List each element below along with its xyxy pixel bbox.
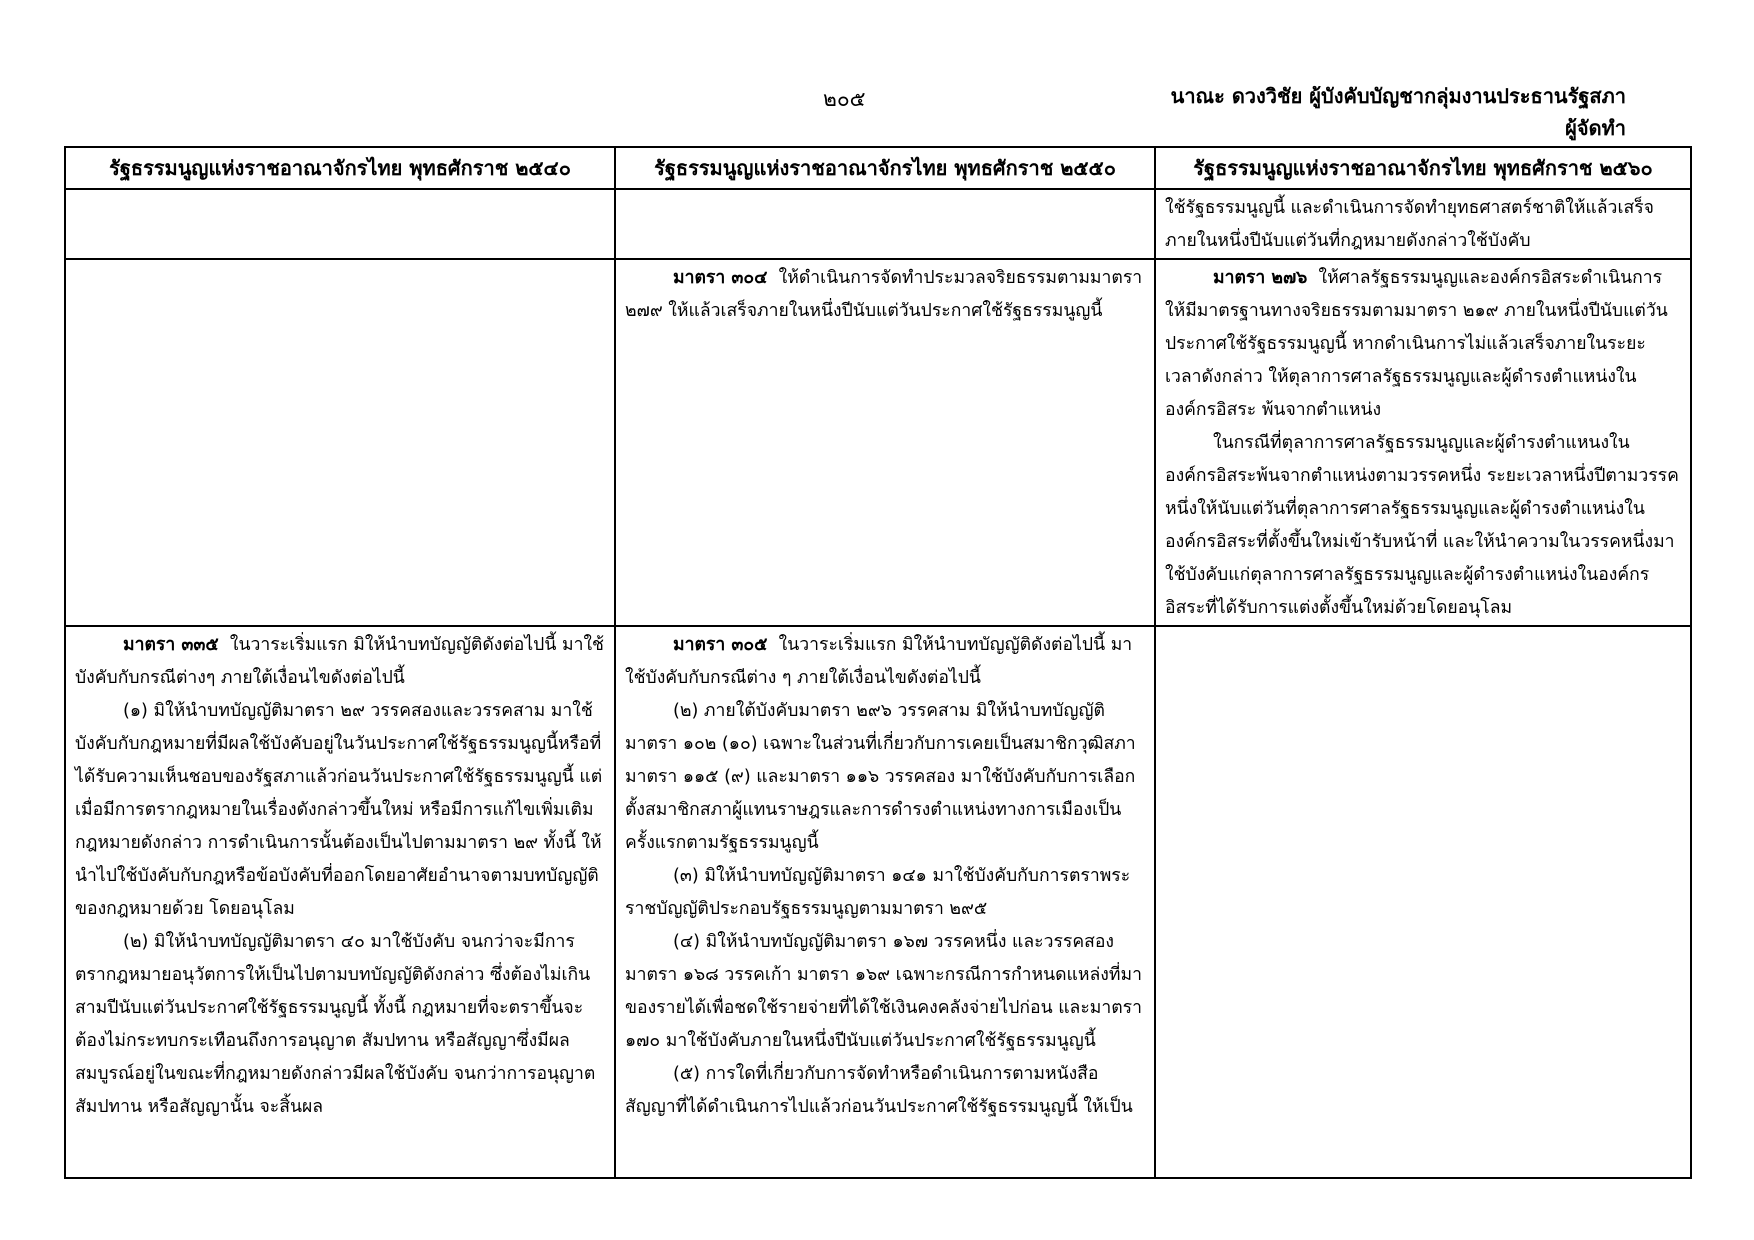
column-header-2560: รัฐธรรมนูญแห่งราชอาณาจักรไทย พุทธศักราช ๒๕๖๐ xyxy=(1155,147,1691,189)
section-label: มาตรา ๒๗๖ xyxy=(1213,268,1308,288)
paragraph: (๔) มิให้นำบทบัญญัติมาตรา ๑๖๗ วรรคหนึ่ง และวรรคสอง มาตรา ๑๖๘ วรรคเก้า มาตรา ๑๖๙ เฉพาะกรณีการกำหนดแหล่งที่มาของรายได้เพื่อชดใช้รายจ่ายที่ได้ใช้เงินคงคลังจ่ายไปก่อน และมาตรา ๑๗๐ มาใช้บังคับภายในหนึ่งปีนับแต่วันประกาศใช้รัฐธรรมนูญนี้ xyxy=(625,932,1142,1051)
page-number: ๒๐๕ xyxy=(823,87,866,111)
section-text: ให้ดำเนินการจัดทำประมวลจริยธรรมตามมาตรา ๒๗๙ ให้แล้วเสร็จภายในหนึ่งปีนับแต่วันประกาศใช้รัฐธรรมนูญนี้ xyxy=(625,268,1143,321)
column-header-2550: รัฐธรรมนูญแห่งราชอาณาจักรไทย พุทธศักราช ๒๕๕๐ xyxy=(615,147,1155,189)
paragraph: ในกรณีที่ตุลาการศาลรัฐธรรมนูญและผู้ดำรงตำแหนงในองค์กรอิสระพ้นจากตำแหน่งตามวรรคหนึ่ง ระยะเวลาหนึ่งปีตามวรรคหนึ่งให้นับแต่วันที่ตุลาการศาลรัฐธรรมนูญและผู้ดำรงตำแหน่งในองค์กรอิสระที่ตั้งขึ้นใหม่เข้ารับหน้าที่ และให้นำความในวรรคหนึ่งมาใช้บังคับแก่ตุลาการศาลรัฐธรรมนูญและผู้ดำรงตำแหน่งในองค์กรอิสระที่ได้รับการแต่งตั้งขึ้นใหม่ด้วยโดยอนุโลม xyxy=(1165,433,1679,618)
preparer-role: ผู้จัดทำ xyxy=(1565,116,1626,140)
section-label: มาตรา ๓๐๕ xyxy=(673,635,768,655)
cell-2550 xyxy=(615,626,1155,1178)
section-label: มาตรา ๓๐๔ xyxy=(673,268,768,288)
section-text: ในวาระเริ่มแรก มิให้นำบทบัญญัติดังต่อไปนี้ มาใช้บังคับกับกรณีต่าง ๆ ภายใต้เงื่อนไขดังต่อไปนี้ xyxy=(625,635,1133,688)
cell-2560 xyxy=(1155,259,1691,626)
cell-2560 xyxy=(1155,626,1691,1178)
paragraph: (๑) มิให้นำบทบัญญัติมาตรา ๒๙ วรรคสองและวรรคสาม มาใช้บังคับกับกฎหมายที่มีผลใช้บังคับอยู่ในวันประกาศใช้รัฐธรรมนูญนี้หรือที่ได้รับความเห็นชอบของรัฐสภาแล้วก่อนวันประกาศใช้รัฐธรรมนูญนี้ แต่เมื่อมีการตรากฎหมายในเรื่องดังกล่าวขึ้นใหม่ หรือมีการแก้ไขเพิ่มเติมกฎหมายดังกล่าว การดำเนินการนั้นต้องเป็นไปตามมาตรา ๒๙ ทั้งนี้ ให้นำไปใช้บังคับกับกฎหรือข้อบังคับที่ออกโดยอาศัยอำนาจตามบทบัญญัติของกฎหมายด้วย โดยอนุโลม xyxy=(75,701,603,919)
section-label: มาตรา ๓๓๕ xyxy=(123,635,219,655)
cell-2560 xyxy=(1155,189,1691,259)
preparer-credit xyxy=(1066,80,1626,144)
paragraph: (๓) มิให้นำบทบัญญัติมาตรา ๑๔๑ มาใช้บังคับกับการตราพระราชบัญญัติประกอบรัฐธรรมนูญตามมาตรา ๒๙๕ xyxy=(625,866,1131,919)
paragraph: (๒) มิให้นำบทบัญญัติมาตรา ๔๐ มาใช้บังคับ จนกว่าจะมีการตรากฎหมายอนุวัตการให้เป็นไปตามบทบัญญัติดังกล่าว ซึ่งต้องไม่เกินสามปีนับแต่วันประกาศใช้รัฐธรรมนูญนี้ ทั้งนี้ กฎหมายที่จะตราขึ้นจะต้องไม่กระทบกระเทือนถึงการอนุญาต สัมปทาน หรือสัญญาซึ่งมีผลสมบูรณ์อยู่ในขณะที่กฎหมายดังกล่าวมีผลใช้บังคับ จนกว่าการอนุญาต สัมปทาน หรือสัญญานั้น จะสิ้นผล xyxy=(75,932,596,1117)
paragraph: (๕) การใดที่เกี่ยวกับการจัดทำหรือดำเนินการตามหนังสือสัญญาที่ได้ดำเนินการไปแล้วก่อนวันประกาศใช้รัฐธรรมนูญนี้ ให้เป็น xyxy=(625,1064,1133,1117)
paragraph xyxy=(75,629,604,695)
preparer-name: นาณะ ดวงวิชัย ผู้บังคับบัญชากลุ่มงานประธานรัฐสภา xyxy=(1170,84,1626,108)
cell-2550 xyxy=(615,189,1155,259)
paragraph xyxy=(625,262,1144,328)
paragraph xyxy=(625,629,1144,695)
cell-2540 xyxy=(65,626,615,1178)
table-row xyxy=(65,189,1691,259)
comparison-table xyxy=(64,146,1692,1179)
table-row xyxy=(65,259,1691,626)
section-text: ให้ศาลรัฐธรรมนูญและองค์กรอิสระดำเนินการให้มีมาตรฐานทางจริยธรรมตามมาตรา ๒๑๙ ภายในหนึ่งปีนับแต่วันประกาศใช้รัฐธรรมนูญนี้ หากดำเนินการไม่แล้วเสร็จภายในระยะเวลาดังกล่าว ให้ตุลาการศาลรัฐธรรมนูญและผู้ดำรงตำแหน่งในองค์กรอิสระ พ้นจากตำแหน่ง xyxy=(1165,268,1668,420)
paragraph: (๒) ภายใต้บังคับมาตรา ๒๙๖ วรรคสาม มิให้นำบทบัญญัติมาตรา ๑๐๒ (๑๐) เฉพาะในส่วนที่เกี่ยวกับการเคยเป็นสมาชิกวุฒิสภา มาตรา ๑๑๕ (๙) และมาตรา ๑๑๖ วรรคสอง มาใช้บังคับกับการเลือกตั้งสมาชิกสภาผู้แทนราษฎรและการดำรงตำแหน่งทางการเมืองเป็นครั้งแรกตามรัฐธรรมนูญนี้ xyxy=(625,701,1136,853)
paragraph: ใช้รัฐธรรมนูญนี้ และดำเนินการจัดทำยุทธศาสตร์ชาติให้แล้วเสร็จภายในหนึ่งปีนับแต่วันที่กฎหมายดังกล่าวใช้บังคับ xyxy=(1165,198,1654,251)
column-header-2540: รัฐธรรมนูญแห่งราชอาณาจักรไทย พุทธศักราช ๒๕๔๐ xyxy=(65,147,615,189)
header-row xyxy=(65,147,1691,189)
paragraph xyxy=(1165,262,1680,427)
section-text: ในวาระเริ่มแรก มิให้นำบทบัญญัติดังต่อไปนี้ มาใช้บังคับกับกรณีต่างๆ ภายใต้เงื่อนไขดังต่อไปนี้ xyxy=(75,635,604,688)
cell-2550 xyxy=(615,259,1155,626)
table-row xyxy=(65,626,1691,1178)
cell-2540 xyxy=(65,189,615,259)
cell-2540 xyxy=(65,259,615,626)
